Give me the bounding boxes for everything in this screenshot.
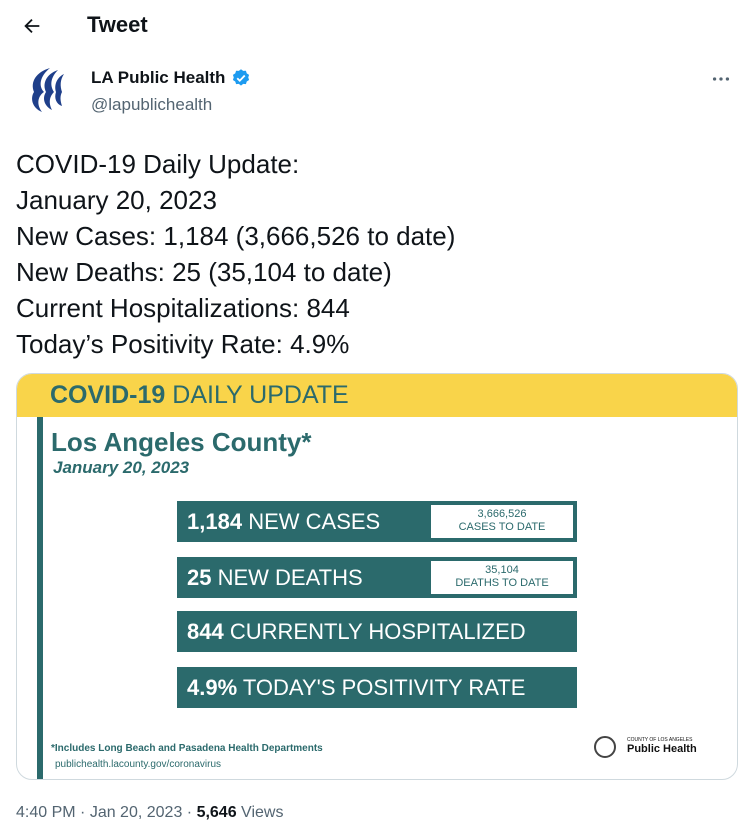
- handle[interactable]: @lapublichealth: [91, 95, 213, 114]
- stat-new-cases: [177, 501, 577, 542]
- stat-side-box: [431, 505, 573, 538]
- stat-text: CURRENTLY HOSPITALIZED: [229, 619, 526, 644]
- tweet-meta: [16, 804, 283, 822]
- stat-side-top: 3,666,526: [477, 508, 527, 520]
- stat-label: [187, 675, 525, 701]
- views-label: Views: [236, 804, 284, 821]
- county-seal-icon: [594, 736, 616, 758]
- tweet-date[interactable]: Jan 20, 2023: [89, 804, 183, 821]
- tweet-line: New Deaths: 25 (35,104 to date): [16, 257, 392, 287]
- stat-side-box: [431, 561, 573, 594]
- stat-label: [187, 509, 380, 535]
- stat-text: TODAY'S POSITIVITY RATE: [242, 675, 526, 700]
- stat-text: NEW CASES: [248, 509, 381, 534]
- page-title: Tweet: [87, 12, 148, 37]
- more-options-button[interactable]: [704, 62, 738, 96]
- back-button[interactable]: [14, 8, 50, 44]
- stat-number: 1,184: [187, 509, 243, 534]
- tweet-line: COVID-19 Daily Update:: [16, 149, 300, 179]
- stat-text: NEW DEATHS: [217, 565, 363, 590]
- top-bar: [0, 0, 750, 52]
- tweet-time[interactable]: 4:40 PM: [16, 804, 76, 821]
- stat-side-bottom: DEATHS TO DATE: [455, 577, 549, 589]
- arrow-left-icon: [21, 15, 43, 37]
- tweet-line: January 20, 2023: [16, 185, 217, 215]
- stat-side-bottom: CASES TO DATE: [458, 521, 546, 533]
- display-name[interactable]: LA Public Health: [91, 68, 226, 87]
- tweet-author: [16, 62, 736, 126]
- media-footnote: *Includes Long Beach and Pasadena Health Departments: [51, 743, 323, 754]
- meta-separator: ·: [75, 804, 90, 821]
- logo-small-text: COUNTY OF LOS ANGELES: [627, 737, 693, 743]
- stat-number: 844: [187, 619, 224, 644]
- public-health-logo: [627, 737, 697, 755]
- media-date: January 20, 2023: [53, 458, 190, 477]
- tweet-text: [16, 146, 731, 362]
- meta-separator: ·: [182, 804, 197, 821]
- stat-new-deaths: [177, 557, 577, 598]
- tweet-line: Current Hospitalizations: 844: [16, 293, 350, 323]
- name-row: [91, 68, 251, 88]
- stat-number: 4.9%: [187, 675, 238, 700]
- media-url: publichealth.lacounty.gov/coronavirus: [55, 759, 222, 770]
- tweet-line: Today’s Positivity Rate: 4.9%: [16, 329, 350, 359]
- tweet-media-image[interactable]: [16, 373, 738, 780]
- la-public-health-logo-icon: [22, 64, 66, 116]
- stat-side-top: 35,104: [485, 564, 519, 576]
- band-light-text: DAILY UPDATE: [172, 381, 349, 409]
- verified-badge-icon: [231, 68, 251, 88]
- band-bold-text: COVID-19: [50, 381, 166, 409]
- stat-number: 25: [187, 565, 212, 590]
- stat-positivity-rate: [177, 667, 577, 708]
- accent-bar: [37, 417, 43, 779]
- stat-label: [187, 619, 526, 645]
- media-header-text: [50, 381, 349, 410]
- media-header-band: [17, 374, 737, 417]
- stat-label: [187, 565, 363, 591]
- logo-big-text: Public Health: [627, 743, 697, 755]
- avatar[interactable]: [16, 62, 72, 118]
- stat-hospitalized: [177, 611, 577, 652]
- views-count: 5,646: [196, 804, 237, 821]
- more-horizontal-icon: [710, 68, 732, 90]
- tweet-line: New Cases: 1,184 (3,666,526 to date): [16, 221, 456, 251]
- media-county-title: Los Angeles County*: [51, 427, 312, 457]
